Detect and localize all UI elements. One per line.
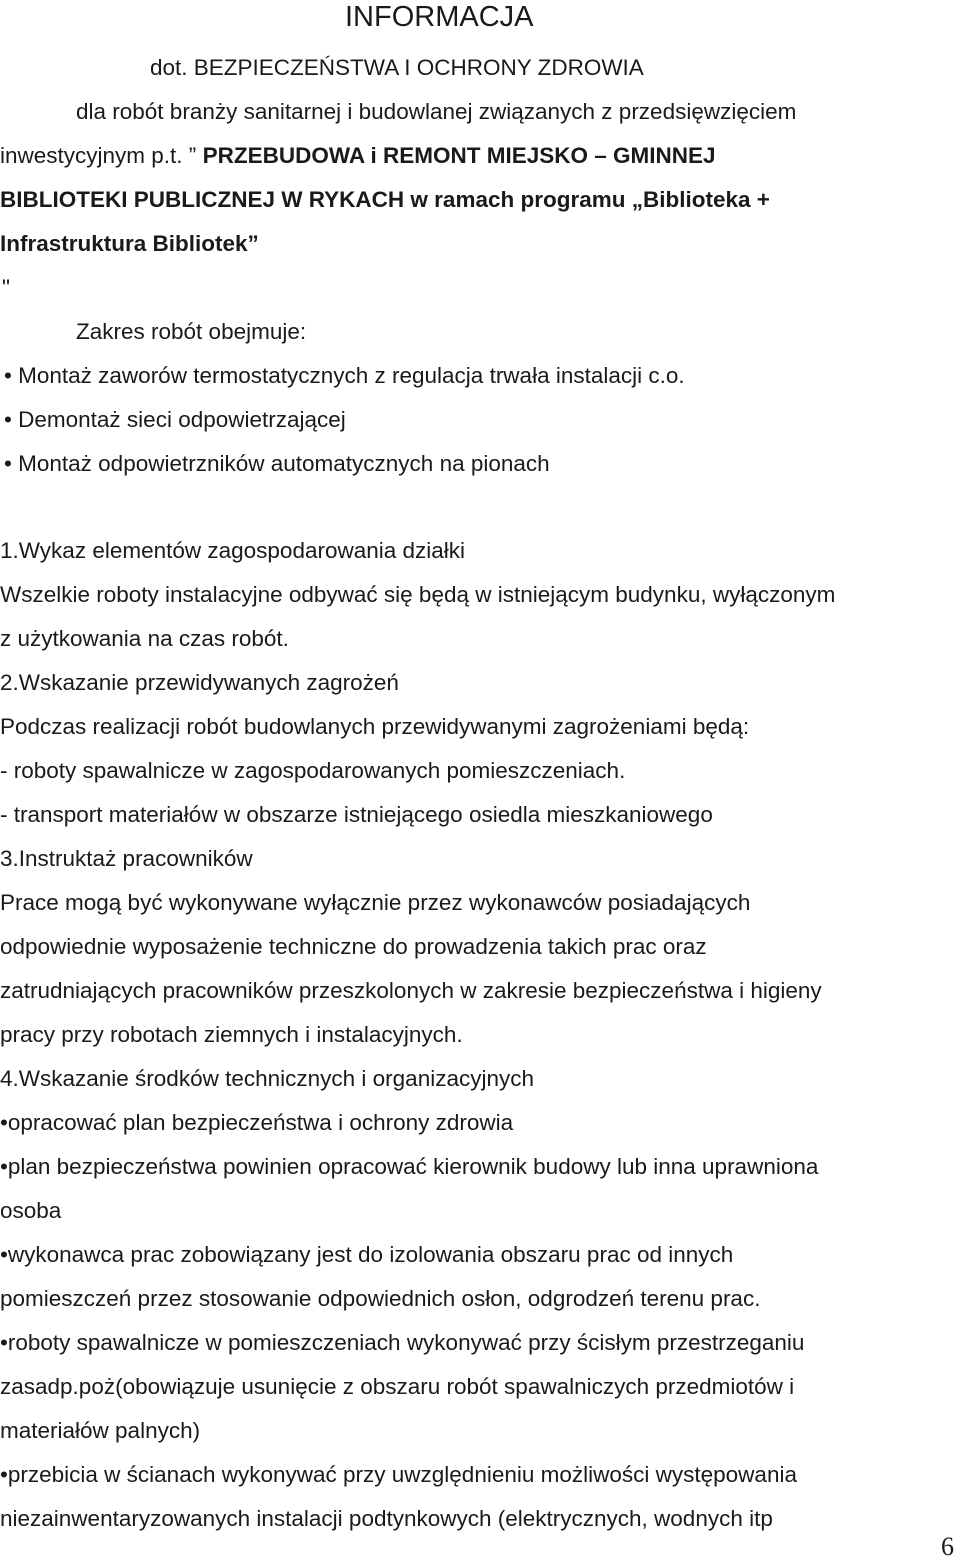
section-4-heading: 4.Wskazanie środków technicznych i organizacyjnych: [0, 1066, 534, 1091]
section-4-line: •wykonawca prac zobowiązany jest do izolowania obszaru prac od innych: [0, 1242, 734, 1267]
section-4-line: pomieszczeń przez stosowanie odpowiednich osłon, odgrodzeń terenu prac.: [0, 1286, 761, 1311]
page-number: 6: [941, 1532, 954, 1561]
scope-item: • Montaż odpowietrzników automatycznych na pionach: [4, 451, 550, 476]
section-1-heading: 1.Wykaz elementów zagospodarowania działki: [0, 538, 466, 563]
section-3-line: zatrudniających pracowników przeszkolonych w zakresie bezpieczeństwa i higieny: [0, 978, 822, 1003]
intro-line-2-plain: inwestycyjnym p.t. ”: [0, 143, 197, 168]
document-subtitle: dot. BEZPIECZEŃSTWA I OCHRONY ZDROWIA: [150, 55, 644, 80]
section-4-line: •opracować plan bezpieczeństwa i ochrony zdrowia: [0, 1110, 514, 1135]
section-4-line: niezainwentaryzowanych instalacji podtynkowych (elektrycznych, wodnych itp: [0, 1506, 773, 1531]
section-2-line: - roboty spawalnicze w zagospodarowanych pomieszczeniach.: [0, 758, 626, 783]
scope-item: • Montaż zaworów termostatycznych z regulacja trwała instalacji c.o.: [4, 363, 685, 388]
scope-item: • Demontaż sieci odpowietrzającej: [4, 407, 346, 432]
project-name-start: PRZEBUDOWA i REMONT MIEJSKO – GMINNEJ: [202, 143, 716, 168]
section-4-line: zasadp.poż(obowiązuje usunięcie z obszaru robót spawalniczych przedmiotów i: [0, 1374, 795, 1399]
intro-line-1: dla robót branży sanitarnej i budowlanej związanych z przedsięwzięciem: [76, 99, 797, 124]
section-3-heading: 3.Instruktaż pracowników: [0, 846, 253, 871]
section-1-line: z użytkowania na czas robót.: [0, 626, 289, 651]
section-4-line: •plan bezpieczeństwa powinien opracować kierownik budowy lub inna uprawniona: [0, 1154, 819, 1179]
section-4-line: •roboty spawalnicze w pomieszczeniach wykonywać przy ścisłym przestrzeganiu: [0, 1330, 805, 1355]
intro-line-2: [0, 142, 716, 170]
section-2-line: - transport materiałów w obszarze istniejącego osiedla mieszkaniowego: [0, 802, 713, 827]
intro-line-4: Infrastruktura Bibliotek”: [0, 231, 259, 256]
section-4-line: •przebicia w ścianach wykonywać przy uwzględnieniu możliwości występowania: [0, 1462, 797, 1487]
section-2-line: Podczas realizacji robót budowlanych przewidywanymi zagrożeniami będą:: [0, 714, 750, 739]
document-title: INFORMACJA: [345, 1, 534, 33]
section-4-line: materiałów palnych): [0, 1418, 201, 1443]
section-1-line: Wszelkie roboty instalacyjne odbywać się będą w istniejącym budynku, wyłączonym: [0, 582, 836, 607]
intro-line-5: ": [2, 275, 10, 300]
section-3-line: Prace mogą być wykonywane wyłącznie przez wykonawców posiadających: [0, 890, 751, 915]
section-3-line: odpowiednie wyposażenie techniczne do prowadzenia takich prac oraz: [0, 934, 707, 959]
intro-line-3: BIBLIOTEKI PUBLICZNEJ W RYKACH w ramach programu „Biblioteka +: [0, 187, 770, 212]
section-3-line: pracy przy robotach ziemnych i instalacyjnych.: [0, 1022, 463, 1047]
section-4-line: osoba: [0, 1198, 62, 1223]
section-2-heading: 2.Wskazanie przewidywanych zagrożeń: [0, 670, 399, 695]
scope-heading: Zakres robót obejmuje:: [76, 319, 307, 344]
